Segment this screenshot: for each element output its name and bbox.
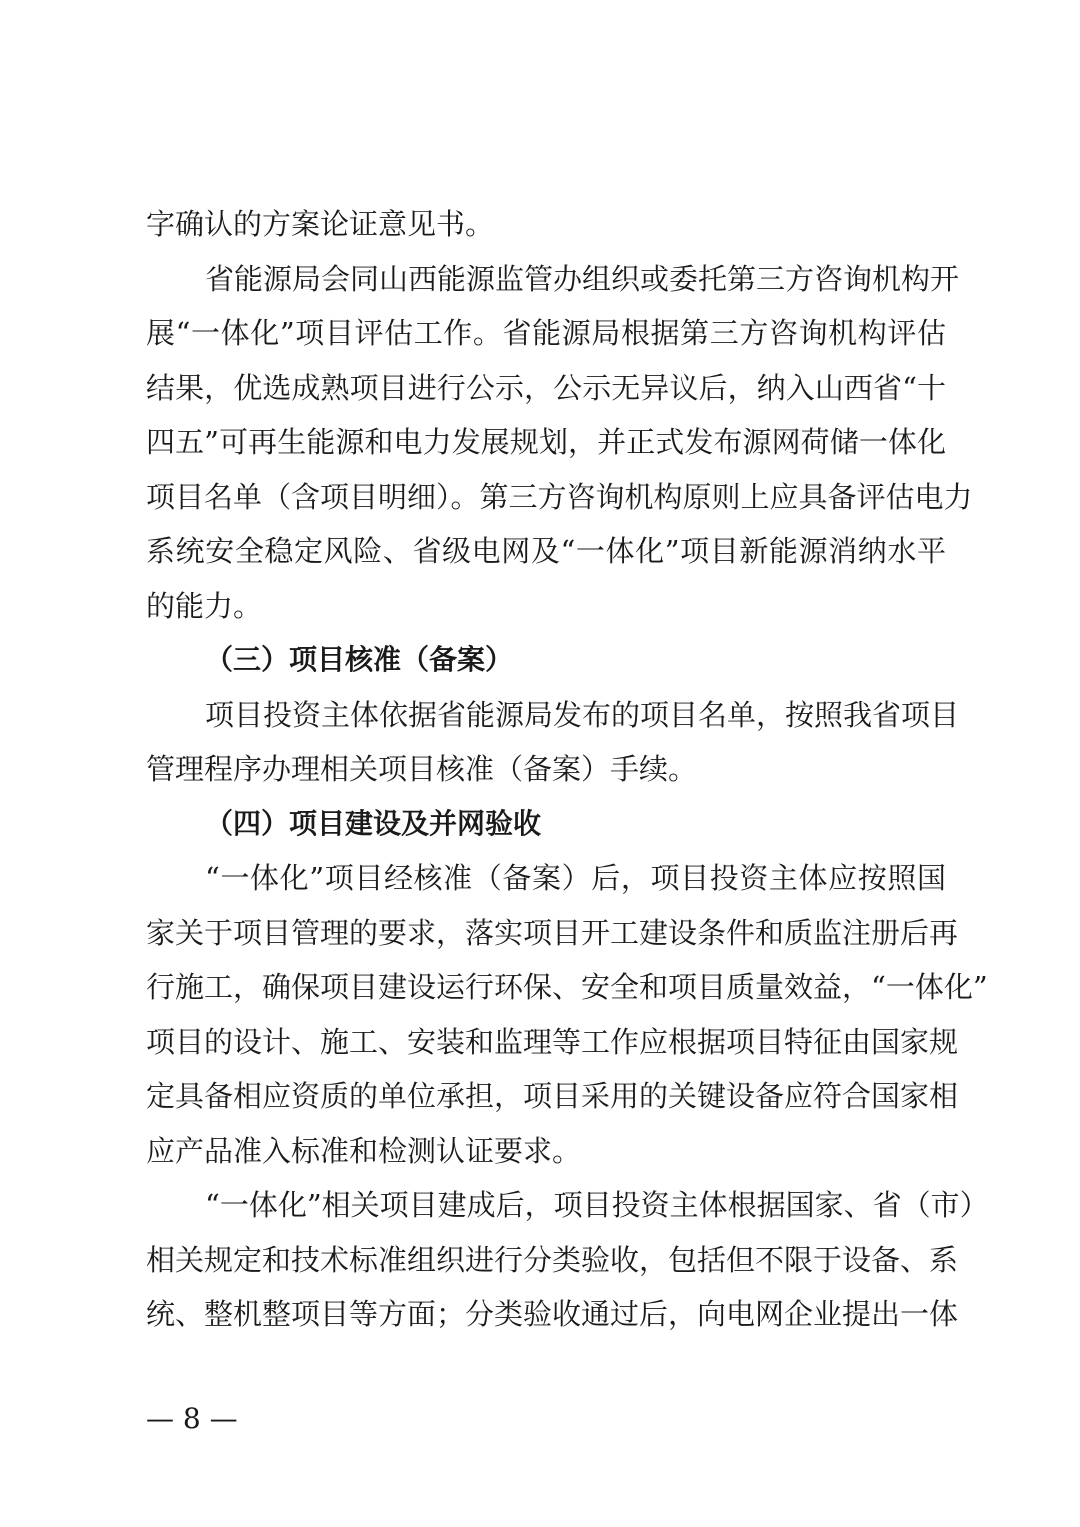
text-line: 展“一体化”项目评估工作。省能源局根据第三方咨询机构评估 bbox=[146, 316, 946, 350]
text-line: 系统安全稳定风险、省级电网及“一体化”项目新能源消纳水平 bbox=[146, 534, 946, 568]
text-line: “一体化”项目经核准（备案）后，项目投资主体应按照国 bbox=[205, 861, 946, 895]
text-line: 管理程序办理相关项目核准（备案）手续。 bbox=[146, 752, 698, 786]
text-line: 的能力。 bbox=[146, 589, 263, 623]
text-line: “一体化”相关项目建成后，项目投资主体根据国家、省（市） bbox=[205, 1188, 989, 1222]
text-line: 字确认的方案论证意见书。 bbox=[146, 207, 495, 241]
text-line: 四五”可再生能源和电力发展规划，并正式发布源网荷储一体化 bbox=[146, 425, 946, 459]
text-line: 家关于项目管理的要求，落实项目开工建设条件和质监注册后再 bbox=[146, 916, 959, 950]
section-heading: （四）项目建设及并网验收 bbox=[205, 807, 542, 840]
section-heading: （三）项目核准（备案） bbox=[205, 643, 514, 676]
text-line: 项目名单（含项目明细）。第三方咨询机构原则上应具备评估电力 bbox=[146, 480, 973, 514]
text-line: 结果，优选成熟项目进行公示，公示无异议后，纳入山西省“十 bbox=[146, 371, 946, 405]
text-line: 项目投资主体依据省能源局发布的项目名单，按照我省项目 bbox=[205, 698, 960, 732]
text-line: 行施工，确保项目建设运行环保、安全和项目质量效益，“一体化” bbox=[146, 970, 988, 1004]
text-line: 定具备相应资质的单位承担，项目采用的关键设备应符合国家相 bbox=[146, 1079, 959, 1113]
text-line: 应产品准入标准和检测认证要求。 bbox=[146, 1134, 582, 1168]
text-line: 省能源局会同山西能源监管办组织或委托第三方咨询机构开 bbox=[205, 262, 960, 296]
page-number: — 8 — bbox=[146, 1402, 238, 1435]
text-line: 相关规定和技术标准组织进行分类验收，包括但不限于设备、系 bbox=[146, 1243, 959, 1277]
text-line: 项目的设计、施工、安装和监理等工作应根据项目特征由国家规 bbox=[146, 1025, 959, 1059]
text-line: 统、整机整项目等方面；分类验收通过后，向电网企业提出一体 bbox=[146, 1297, 959, 1331]
